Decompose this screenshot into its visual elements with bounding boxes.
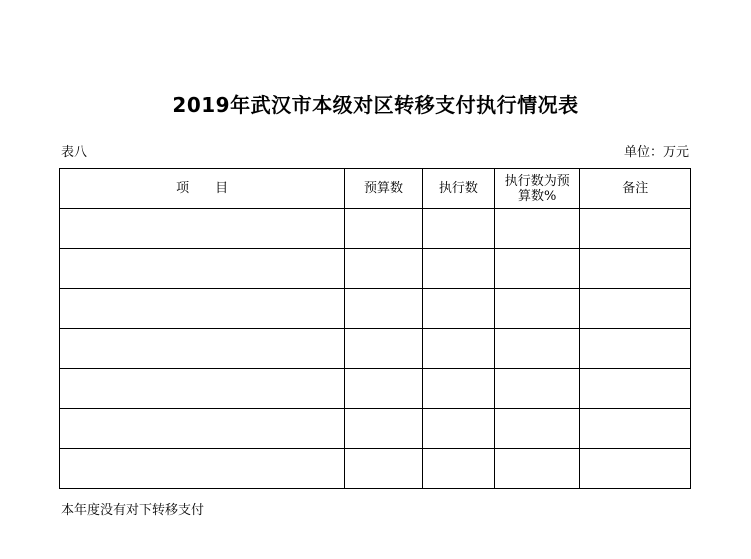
cell-ratio <box>495 329 580 369</box>
cell-note <box>580 209 691 249</box>
cell-executed <box>422 289 494 329</box>
cell-note <box>580 409 691 449</box>
cell-note <box>580 449 691 489</box>
cell-budget <box>345 449 422 489</box>
cell-executed <box>422 329 494 369</box>
cell-item <box>60 409 345 449</box>
cell-executed <box>422 249 494 289</box>
header-item: 项 目 <box>60 169 345 209</box>
cell-ratio <box>495 209 580 249</box>
header-note: 备注 <box>580 169 691 209</box>
cell-ratio <box>495 449 580 489</box>
cell-budget <box>345 209 422 249</box>
cell-item <box>60 369 345 409</box>
cell-ratio <box>495 249 580 289</box>
cell-executed <box>422 409 494 449</box>
cell-item <box>60 249 345 289</box>
cell-note <box>580 369 691 409</box>
cell-ratio <box>495 409 580 449</box>
header-budget: 预算数 <box>345 169 422 209</box>
header-executed: 执行数 <box>422 169 494 209</box>
table-row <box>60 409 691 449</box>
table-row <box>60 369 691 409</box>
cell-budget <box>345 409 422 449</box>
cell-budget <box>345 329 422 369</box>
table-row <box>60 249 691 289</box>
table-row <box>60 209 691 249</box>
cell-item <box>60 209 345 249</box>
page-title: 2019年武汉市本级对区转移支付执行情况表 <box>172 93 579 117</box>
header-ratio-label: 执行数为预算数% <box>504 173 570 204</box>
cell-note <box>580 249 691 289</box>
unit-label: 单位：万元 <box>623 145 689 160</box>
cell-item <box>60 329 345 369</box>
cell-item <box>60 449 345 489</box>
transfer-payment-table <box>59 168 691 489</box>
header-ratio <box>495 169 580 209</box>
footnote: 本年度没有对下转移支付 <box>61 503 205 518</box>
cell-budget <box>345 369 422 409</box>
table-row <box>60 329 691 369</box>
cell-note <box>580 329 691 369</box>
cell-note <box>580 289 691 329</box>
table-row <box>60 449 691 489</box>
table-number-label: 表八 <box>61 145 88 160</box>
cell-executed <box>422 449 494 489</box>
cell-budget <box>345 289 422 329</box>
cell-executed <box>422 369 494 409</box>
cell-item <box>60 289 345 329</box>
table-row <box>60 289 691 329</box>
table-header-row <box>60 169 691 209</box>
cell-ratio <box>495 369 580 409</box>
cell-budget <box>345 249 422 289</box>
cell-ratio <box>495 289 580 329</box>
cell-executed <box>422 209 494 249</box>
